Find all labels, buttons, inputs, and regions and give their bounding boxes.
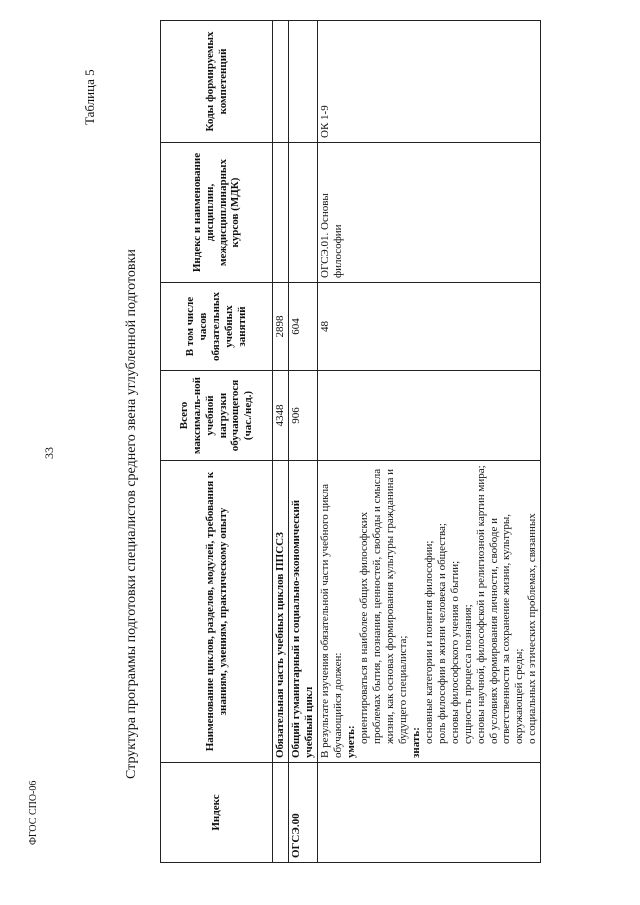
header-discipline: Индекс и наименование дисциплин, междисциплинарных курсов (МДК) bbox=[161, 143, 273, 283]
znat-item: основы философского учения о бытии; bbox=[448, 560, 461, 744]
header-index: Индекс bbox=[161, 763, 273, 863]
znat-item: о социальных и этических проблемах, связанных bbox=[526, 513, 539, 744]
cell-codes bbox=[273, 21, 289, 143]
page-number: 33 bbox=[42, 447, 56, 459]
cell-name bbox=[317, 461, 540, 763]
cell-mandatory: 2898 bbox=[273, 283, 289, 371]
cell-total: 4348 bbox=[273, 371, 289, 461]
cell-index bbox=[317, 763, 540, 863]
table-row bbox=[317, 21, 540, 863]
umet-label: уметь: bbox=[344, 725, 357, 758]
cell-discipline bbox=[288, 143, 317, 283]
cell-mandatory: 604 bbox=[288, 283, 317, 371]
cell-discipline bbox=[273, 143, 289, 283]
header-total: Всего максималь-ной учебной нагрузки обучающегося (час./нед.) bbox=[161, 371, 273, 461]
table-row bbox=[273, 21, 289, 863]
cell-name: Общий гуманитарный и социально-экономический учебный цикл bbox=[288, 461, 317, 763]
znat-item: основные категории и понятия философии; bbox=[422, 540, 435, 744]
umet-text: ориентироваться в наиболее общих философских проблемах бытия, познания, ценностей, свободы и смысла жизни, как основах формирования культуры гражданина и будущего специалиста; bbox=[357, 468, 409, 744]
table-row bbox=[288, 21, 317, 863]
structure-table bbox=[160, 20, 541, 863]
cell-name: Обязательная часть учебных циклов ППССЗ bbox=[273, 461, 289, 763]
cell-mandatory: 48 bbox=[317, 283, 540, 371]
cell-index: ОГСЭ.00 bbox=[288, 763, 317, 863]
cell-codes bbox=[288, 21, 317, 143]
cell-discipline: ОГСЭ.01. Основы философии bbox=[317, 143, 540, 283]
znat-item: сущность процесса познания; bbox=[461, 604, 474, 744]
cell-index bbox=[273, 763, 289, 863]
znat-item: об условиях формирования личности, свободе и ответственности за сохранение жизни, культуры, окружающей среды; bbox=[487, 513, 526, 744]
cell-codes: ОК 1-9 bbox=[317, 21, 540, 143]
cell-total: 906 bbox=[288, 371, 317, 461]
header-codes: Коды формируемых компетенций bbox=[161, 21, 273, 143]
page-footer: ФГОС СПО-06 bbox=[28, 780, 39, 845]
header-row bbox=[161, 21, 273, 863]
znat-item: роль философии в жизни человека и общества; bbox=[435, 523, 448, 744]
header-name: Наименование циклов, разделов, модулей, требования к знаниям, умениям, практическому опыту bbox=[161, 461, 273, 763]
cell-total bbox=[317, 371, 540, 461]
header-mandatory: В том числе часов обязательных учебных занятий bbox=[161, 283, 273, 371]
znat-item: основы научной, философской и религиозной картин мира; bbox=[474, 465, 487, 744]
table-caption: Структура программы подготовки специалистов среднего звена углубленной подготовки bbox=[124, 249, 139, 779]
znat-label: знать: bbox=[409, 727, 422, 758]
table-tag: Таблица 5 bbox=[82, 69, 97, 125]
intro-text: В результате изучения обязательной части учебного цикла обучающийся должен: bbox=[318, 484, 344, 758]
